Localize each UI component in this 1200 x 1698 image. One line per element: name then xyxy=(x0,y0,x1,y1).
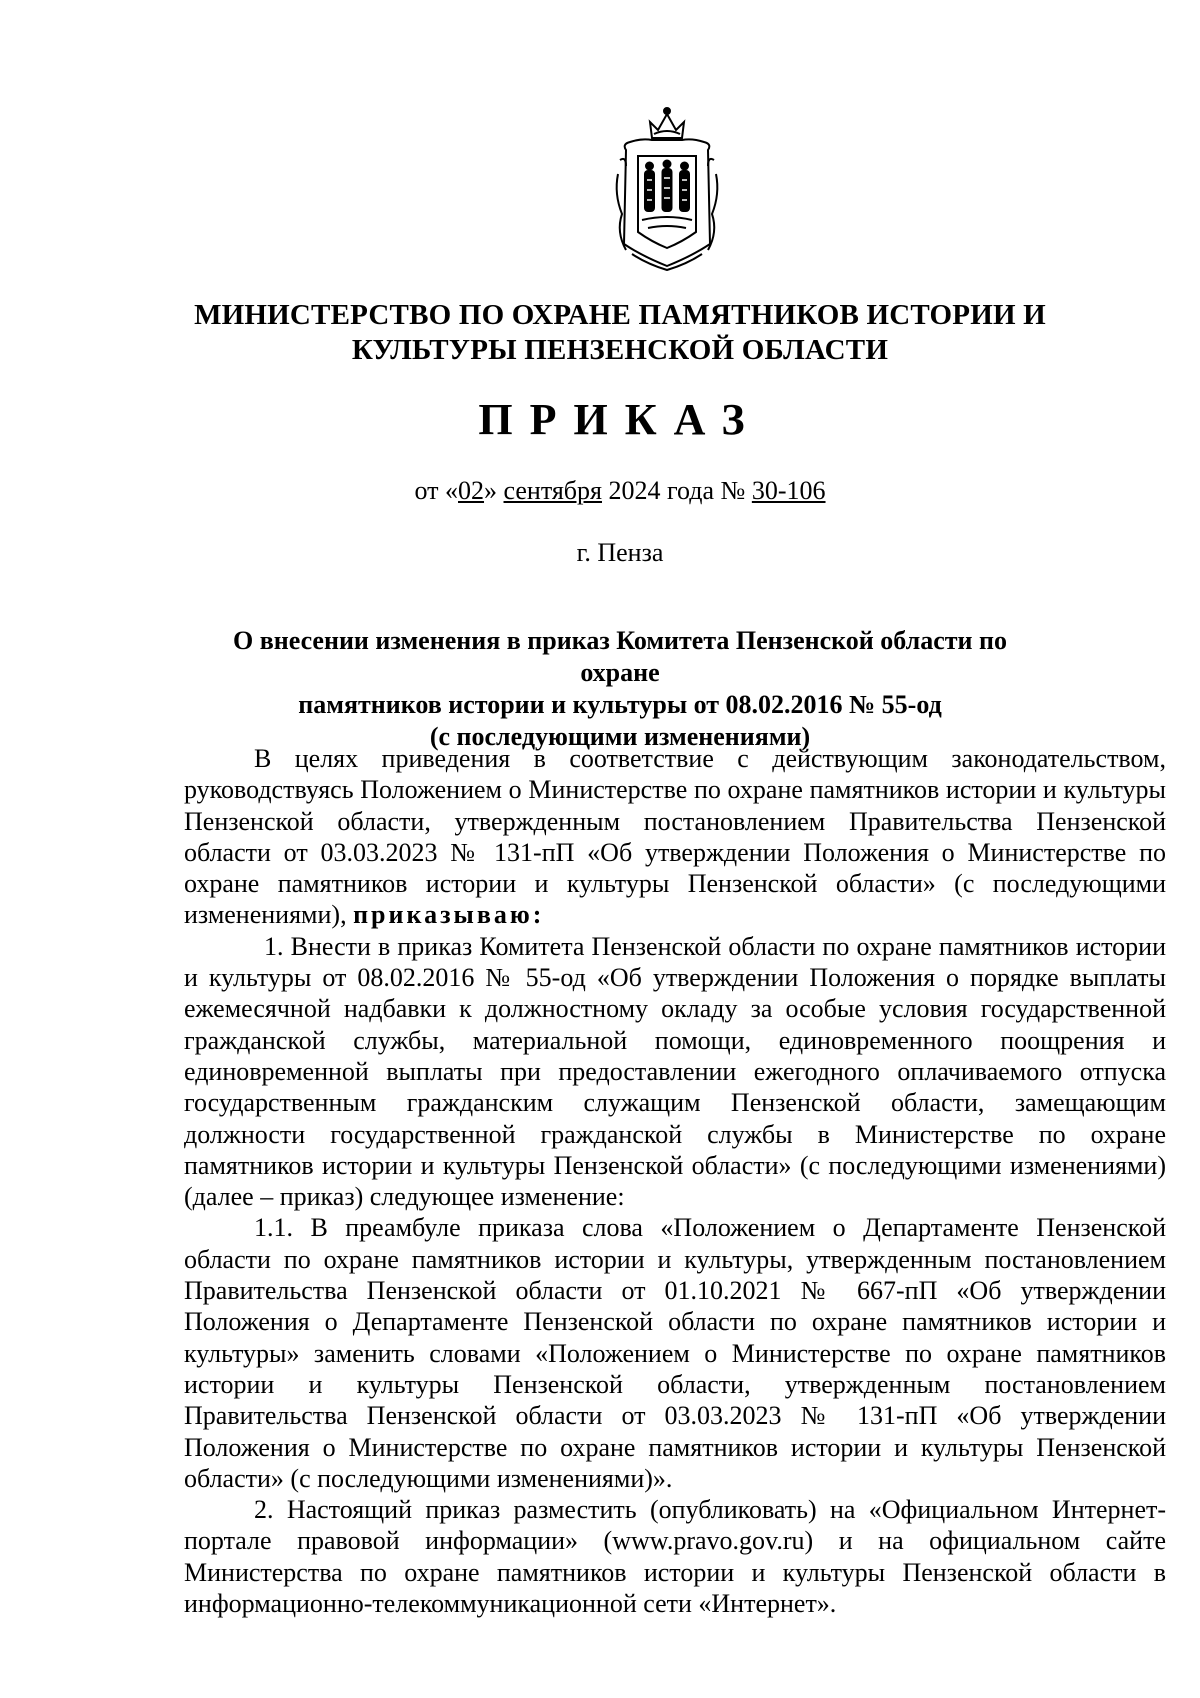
ministry-name-line1: МИНИСТЕРСТВО ПО ОХРАНЕ ПАМЯТНИКОВ ИСТОРИИ И xyxy=(194,299,1046,331)
order-number: 30-106 xyxy=(751,476,826,505)
city: г. Пенза xyxy=(576,538,664,567)
item-1-1-paragraph: 1.1. В преамбуле приказа слова «Положением о Департаменте Пензенской области по охране памятников истории и культуры, утвержденным постановлением Правительства Пензенской области от 01.10.2021 № 667-пП «Об утверждении Положения о Департаменте Пензенской области по охране памятников истории и культуры» заменить словами «Положением о Министерстве по охране памятников истории и культуры Пензенской области, утвержденным постановлением Правительства Пензенской области от 03.03.2023 № 131-пП «Об утверждении Положения о Министерстве по охране памятников истории и культуры Пензенской области» (с последующими изменениями)». xyxy=(184,1213,1166,1493)
subject-line1: О внесении изменения в приказ Комитета Пензенской области по охране xyxy=(232,626,1008,687)
order-date-number xyxy=(150,475,1090,507)
item-2-paragraph: 2. Настоящий приказ разместить (опубликовать) на «Официальном Интернет-портале правовой информации» (www.pravo.gov.ru) и на официальном сайте Министерства по охране памятников истории и культуры Пензенской области в информационно-телекоммуникационной сети «Интернет». xyxy=(184,1495,1166,1619)
date-mid1: » xyxy=(484,476,504,505)
preamble-text: В целях приведения в соответствие с действующим законодательством, руководствуясь Положением о Министерстве по охране памятников истории и культуры Пензенской области, утвержденным постановлением Правительства Пензенской области от 03.03.2023 № 131-пП «Об утверждении Положения о Министерстве по охране памятников истории и культуры Пензенской области» (с последующими изменениями), xyxy=(184,744,1166,930)
subject-line3: (с последующими изменениями) xyxy=(429,722,811,751)
order-month: сентября xyxy=(503,476,602,505)
order-body xyxy=(184,743,1166,1619)
coat-of-arms-icon xyxy=(612,104,722,272)
ministry-name-line2: КУЛЬТУРЫ ПЕНЗЕНСКОЙ ОБЛАСТИ xyxy=(351,334,889,366)
order-subject xyxy=(200,625,1040,753)
document-type-title: ПРИКАЗ xyxy=(478,395,762,444)
order-day: 02 xyxy=(458,476,485,505)
date-prefix: от « xyxy=(414,476,459,505)
ministry-name xyxy=(150,298,1090,368)
preamble-paragraph xyxy=(184,743,1166,931)
date-mid2: 2024 года № xyxy=(602,476,752,505)
subject-line2: памятников истории и культуры от 08.02.2016 № 55-од xyxy=(298,690,942,719)
order-word: приказываю: xyxy=(353,900,545,930)
item-1-paragraph: 1. Внести в приказ Комитета Пензенской области по охране памятников истории и культуры от 08.02.2016 № 55-од «Об утверждении Положения о порядке выплаты ежемесячной надбавки к должностному окладу за особые условия государственной гражданской службы, материальной помощи, единовременного поощрения и единовременной выплаты при предоставлении ежегодного оплачиваемого отпуска государственным гражданским служащим Пензенской области, замещающим должности государственной гражданской службы в Министерстве по охране памятников истории и культуры Пензенской области» (с последующими изменениями) (далее – приказ) следующее изменение: xyxy=(184,931,1166,1212)
